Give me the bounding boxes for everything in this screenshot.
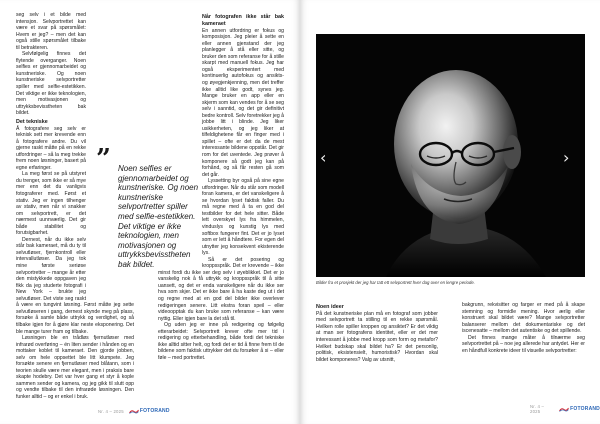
previous-image-icon[interactable]: ‹	[320, 148, 327, 167]
self-portrait-photo	[316, 34, 585, 277]
body-paragraph: bakgrunn, rekvisitter og farger er med på å skape stemning og formidle mening. Hvor ærlig eller konstruert skal bildet være? Mange selvportretter balanserer mellom det dokumentariske og det iscenesatte – mellom det autentiske og det spillende.	[462, 302, 585, 335]
body-paragraph: Lyssetting byr også på sine egne utfordringer. Når du står som modell foran kamera, er det vanskeligere å se hvordan lyset faktisk faller. Du må regne med å ta en god del testbilder for det hele sitter. Både lett overskyet lys fra himmelen, vinduslys og kunstig lys med softbox fungerer fint. Det er jo lyset som er lett å håndtere. For egen del utnytter jeg konsekvent ekisterende lys.	[202, 178, 284, 257]
body-paragraph: La meg først se på utstyret du trenger, som ikke er så mye mer enn det du vanligvis fotograferer med. Først et stativ. Jeg er ingen tilhenger av stativ, men når vi snakker om selvportrett, er det nærmest uunnværlig. Det gir både stabilitet og forutsigbarhet.	[16, 171, 86, 237]
body-paragraph: Så er det posering og kroppsspråk. Det er krevende – ikke minst fordi du ikke ser deg selv i øyeblikket. Det er jo vanskelig nok å få uttrykk og kroppsspråk til å sitte uansett, og det er enda vanskeligere når du ikke ser hva som skjer. Det er ikke bare å ha kaste deg ut i det og regne med at en god del bilder ikke overlever redigeringen senere. Litt ekstra foran speil – eller videoopptak du kan bruke som referanse – kan være nyttig. Eller igjen bare la det stå til.	[158, 256, 284, 322]
logo-mark-icon	[559, 407, 569, 412]
issue-number: Nr. 4 – 2025	[98, 408, 124, 414]
body-paragraph: En annen utfordring er fokus og komposisjon. Jeg pleier å sette en eller annen gjenstand der jeg planlegger å stå eller sitte, og bruker den som referanse for å stille skarpt med manuell fokus. Jeg har også eksperimentert med kontinuerlig autofokus og ansikts- og øyegjenkjenning, men det treffer ikke alltid like godt, synes jeg. Mange bruker en app eller en skjerm som kan vendes for å se seg selv i sanntid, og det gir definitivt bedre kontroll. Selv foretrekker jeg å jobbe litt i blinde. Jeg liker usikkerheten, og jeg liker at tilfeldighetene får en finger med i spillet – ofte er det da de mest interessante bildene oppstår. Det gir rom for det uventede. Jeg prøver å komponere så godt jeg kan på forhånd, og så får resten gå som det går.	[202, 27, 284, 178]
publication-logo	[559, 406, 600, 412]
right-column-1	[316, 302, 438, 363]
body-paragraph: seg selv i et bilde med intensjon. Selvportrettet kan være et svar på spørsmålet: Hvem er jeg? – men det kan også stille spørsmålet tilbake til betrakteren.	[16, 12, 86, 51]
issue-number: Nr. 4 – 2025	[530, 404, 545, 414]
body-paragraph: Og uden jeg er inne på redigering og følgelig etterarbeidet: Selvportrett krever ofte mer tid i redigering og etterbehandling, både fordi det tekniske ikke alltid sitter helt, og fordi det er tid å finne frem til de bildene som faktisk uttrykker det du forsøker å si – eller føle – med portrettet.	[158, 322, 284, 361]
logo-mark-icon	[129, 409, 139, 414]
body-paragraph: Løsningen ble en trådløs fjernutløser med infrarød overføring – én liten sender i hånden og en mottaker koblet til kameraet. Den gjorde jobben, selv om hele oppsettet ble litt klumpete. Jeg forsøkte senere en fjernutløser med blåtann, som i teorien skulle være mer elegant, men i praksis bare skapte hodebry. Det var hver gang et styr å kople sammen sender og kamera, og jeg gikk til slutt opp og vendte tilbake til den infrarøde løsningen. Den funker alltid – og er enkel i bruk.	[16, 335, 134, 400]
page-footer-right	[530, 404, 600, 414]
body-paragraph: Dernest, når du ikke selv står bak kameraet, må du ty til selvutløser, fjernkontroll eller intervallutløser. Da jeg tok mine første seriøse selvportretter – mange år etter den mistykkede oppgaven jeg fikk da jeg studerte fotografi i New York – brukte jeg selvutløser. Det viste seg raskt å være en tungvint løsning. Først måtte jeg sette selvutløseren i gang, dernest skynde meg på plass, forsøke å samle både uttrykk og verdighet, og så tilbake igjen for å gjøre klar neste eksponering. Det ble mange turer fram og tilbake.	[16, 236, 134, 335]
left-column-1	[16, 12, 134, 402]
publication-logo	[129, 408, 170, 414]
quote-mark-icon: ”	[96, 144, 111, 174]
body-paragraph: Det finnes mange måter å tilnærme seg selvportrettet på – noe jeg allerede har antydet. Her er en håndfull konkrete ideer til visuelle selvportretter:	[462, 334, 585, 354]
section-heading: Noen ideer	[316, 304, 344, 310]
next-image-icon[interactable]: ›	[563, 148, 570, 167]
pull-quote-text: Noen selfies er gjennomarbeidet og kunstneriske. Og noen kunstneriske selvportretter spiller med selfie-estetikken. Det viktige er ikke teknologien, men motivasjonen og uttrykksbevisstheten bak bildet.	[118, 164, 199, 269]
logo-text: FOTORAND	[139, 408, 170, 414]
section-heading: Når fotografen ikke står bak kameraet	[202, 14, 284, 27]
photo-caption: Bilder fra et prosjekt der jeg har tatt ett selvportrett hver dag over en lengre periode.	[316, 280, 475, 285]
right-page	[300, 0, 600, 424]
right-column-2	[462, 302, 585, 354]
body-paragraph: Selvfølgelig finnes det flytende overganger. Noen selfies er gjennomarbeidet og kunstneriske. Og noen kunstneriske selvportretter spiller med selfie-estetikken. Det viktige er ikke teknologien, men motivasjonen og uttrykksbevisstheten bak bildet.	[16, 51, 86, 117]
section-heading: Det tekniske	[16, 118, 48, 125]
body-paragraph: Å fotografere seg selv er teknisk sett mer krevende enn å fotografere andre. Du vil gjerne raskt måtte på en rekke utfordringer – så la meg trekke frem noen løsninger, basert på egne erfaringer.	[16, 125, 86, 171]
logo-text: FOTORAND	[570, 406, 600, 412]
page-footer-left	[98, 408, 170, 414]
body-paragraph: På det kunstneriske plan må en fotograf som jobber med selvportrett ta stilling til en rekke spørsmål. Hvilken rolle spiller kroppen og ansiktet? Er det viktig at man ser fotografens identitet, eller er det mer interessant å jobbe med kropp som form og metafor? Hvilket budskap skal bildet ha? Er det personlig, politisk, eksistensielt, humoristisk? Hvordan skal bildet komponeres? Valg av utsnitt,	[316, 310, 438, 363]
portrait-image	[316, 34, 585, 277]
